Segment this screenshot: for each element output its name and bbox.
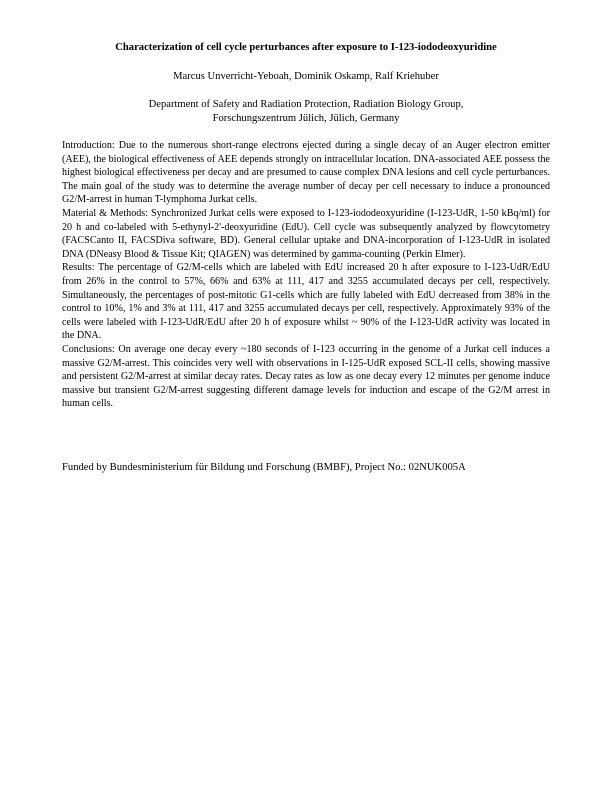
paper-title: Characterization of cell cycle perturbances after exposure to I-123-iododeoxyuridine bbox=[115, 42, 497, 53]
funding-statement: Funded by Bundesministerium für Bildung und Forschung (BMBF), Project No.: 02NUK005A bbox=[62, 462, 466, 473]
affiliation bbox=[0, 98, 612, 125]
author-list: Marcus Unverricht-Yeboah, Dominik Oskamp, Ralf Kriehuber bbox=[173, 71, 439, 82]
affiliation-line-2: Forschungszentrum Jülich, Jülich, Germany bbox=[212, 112, 400, 124]
conclusions-paragraph: Conclusions: On average one decay every ~180 seconds of I-123 occurring in the genome of a Jurkat cell induces a massive G2/M-arrest. This coincides very well with observations in I-125-UdR exposed SCL-II cells, showing massive and persistent G2/M-arrest at similar decay rates. Decay rates as low as one decay every 12 minutes per genome induce massive but transient G2/M-arrest suggesting different damage levels for induction and escape of the G2/M arrest in human cells. bbox=[62, 343, 550, 410]
affiliation-line-1: Department of Safety and Radiation Protection, Radiation Biology Group, bbox=[148, 99, 464, 110]
abstract-body bbox=[62, 139, 550, 411]
introduction-paragraph: Introduction: Due to the numerous short-range electrons ejected during a single decay of an Auger electron emitter (AEE), the biological effectiveness of AEE depends strongly on intracellular location. DNA-associated AEE possess the highest biological effectiveness per decay and are presumed to cause complex DNA lesions and cell cycle perturbances. The main goal of the study was to determine the average number of decay per cell necessary to induce a pronounced G2/M-arrest in human T-lymphoma Jurkat cells. bbox=[62, 140, 550, 206]
methods-paragraph: Material & Methods: Synchronized Jurkat cells were exposed to I-123-iododeoxyuridine (I-123-UdR, 1-50 kBq/ml) for 20 h and co-labeled with 5-ethynyl-2'-deoxyuridine (EdU). Cell cycle was subsequently analyzed by flowcytometry (FACSCanto II, FACSDiva software, BD). General cellular uptake and DNA-incorporation of I-123-UdR in isolated DNA (DNeasy Blood & Tissue Kit; QIAGEN) was determined by gamma-counting (Perkin Elmer). bbox=[62, 207, 550, 260]
results-paragraph: Results: The percentage of G2/M-cells which are labeled with EdU increased 20 h after exposure to I-123-UdR/EdU from 26% in the control to 57%, 66% and 63% at 111, 417 and 3255 accumulated decays per cell, respectively. Simultaneously, the percentages of post-mitotic G1-cells which are fully labeled with EdU decreased from 38% in the control to 10%, 1% and 3% at 111, 417 and 3255 accumulated decays per cell, respectively. Approximately 93% of the cells were labeled with I-123-UdR/EdU after 20 h of exposure whilst ~ 90% of the I-123-UdR activity was located in the DNA. bbox=[62, 262, 550, 342]
